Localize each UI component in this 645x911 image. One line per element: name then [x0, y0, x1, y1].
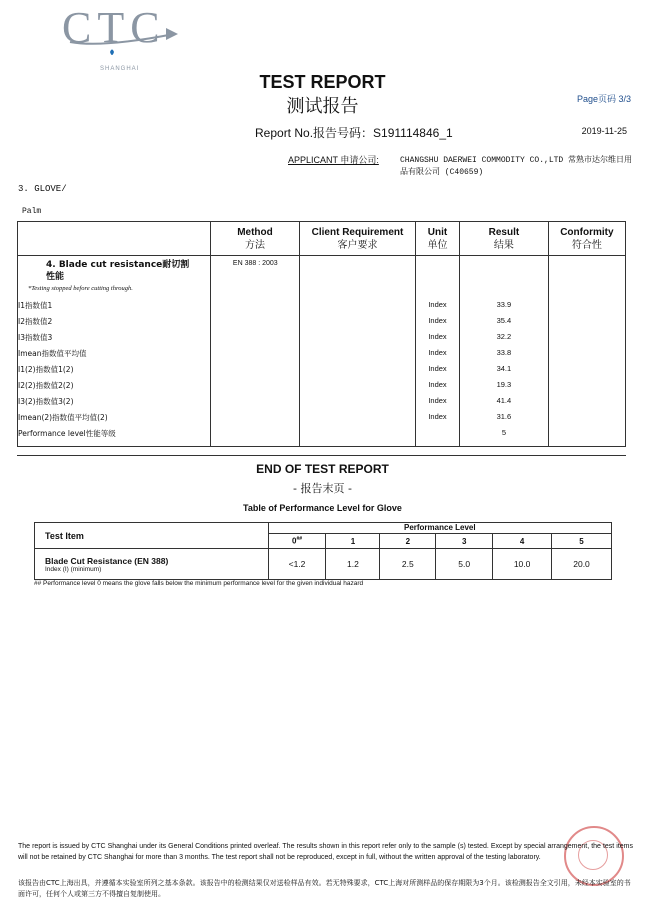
header-method: Method 方法 — [210, 222, 299, 256]
report-title-cn: 测试报告 — [286, 96, 359, 117]
result-value: 19.3 — [496, 380, 512, 389]
results-table — [17, 221, 626, 447]
disclaimer-cn: 该报告由CTC上海出具，并遵循本实验室所列之基本条款。该报告中的检测结果仅对送检样品有效。若无特殊要求，CTC上海对所测样品的保存期限为3个月。该检测报告全文引用，未经本实验室的书面许可，任何个人或第三方不得擅自复制使用。 — [18, 879, 631, 898]
performance-table — [34, 522, 612, 580]
conformity-cell — [548, 256, 625, 447]
result-value: 33.8 — [496, 348, 512, 357]
applicant-value: CHANGSHU DAERWEI COMMODITY CO.,LTD 常熟市达尔维日用品有限公司 (C40659) — [400, 156, 633, 177]
result-unit: Index — [428, 316, 447, 325]
perf-value: 2.5 — [380, 549, 436, 580]
result-item-label: I2指数值2 — [18, 317, 53, 326]
method-cell — [210, 256, 299, 447]
perf-value: 1.2 — [326, 549, 380, 580]
result-unit: Index — [428, 348, 447, 357]
result-unit: Index — [428, 412, 447, 421]
perf-level-5: 5 — [552, 534, 612, 549]
result-value: 34.1 — [496, 364, 512, 373]
result-item-label: Performance level性能等级 — [18, 429, 116, 438]
test-name: 4. Blade cut resistance耐切割性能 — [46, 260, 190, 282]
header-client-requirement: Client Requirement 客户要求 — [300, 222, 416, 256]
subsection-heading: Palm — [22, 207, 42, 216]
result-item-label: I2(2)指数值2(2) — [18, 381, 74, 390]
page-number: Page页码 3/3 — [576, 94, 631, 104]
report-title: TEST REPORT — [259, 72, 386, 92]
results-header-row — [18, 222, 626, 256]
perf-value-row — [35, 549, 612, 580]
client-requirement-cell — [300, 256, 416, 447]
result-value: 32.2 — [496, 332, 512, 341]
report-number: Report No.报告号码：S191114846_1 — [255, 126, 453, 140]
perf-row-sub: Index (I) (minimum) — [45, 565, 102, 573]
result-unit — [416, 425, 459, 441]
result-item-label: I3(2)指数值3(2) — [18, 397, 74, 406]
result-value: 33.9 — [496, 300, 512, 309]
unit-cell — [415, 256, 459, 447]
result-item-label: I1(2)指数值1(2) — [18, 365, 74, 374]
result-value: 35.4 — [496, 316, 512, 325]
level0-superscript: ## — [296, 536, 303, 543]
result-value: 41.4 — [496, 396, 512, 405]
result-item-label: I1指数值1 — [18, 301, 53, 310]
result-cell — [460, 256, 549, 447]
results-body-row — [18, 256, 626, 447]
perf-level-3: 3 — [436, 534, 493, 549]
result-item-label: Imean指数值平均值 — [18, 349, 87, 358]
perf-value: 5.0 — [436, 549, 493, 580]
header-unit: Unit 单位 — [415, 222, 459, 256]
unit-list — [416, 256, 459, 441]
perf-value: <1.2 — [268, 549, 326, 580]
disclaimer-en: The report is issued by CTC Shanghai under its General Conditions printed overleaf. The results shown in this report refer only to the sample (s) tested. Except by special arrangement, the test items will not be retained by CTC Shanghai for more than 3 months. The test report shall not be reproduced, except in full, without the written approval of the testing laboratory. — [18, 843, 633, 861]
results-item-cell — [18, 256, 211, 447]
result-list — [460, 256, 548, 441]
perf-level-1: 1 — [326, 534, 380, 549]
perf-row-label: Blade Cut Resistance (EN 388) — [45, 555, 169, 566]
section-heading: 3. GLOVE/ — [18, 184, 67, 194]
logo-brand: CTC — [62, 3, 166, 52]
perf-level-2: 2 — [380, 534, 436, 549]
perf-level-0: 0## — [268, 534, 326, 549]
result-unit: Index — [428, 364, 447, 373]
end-of-report-cn: - 报告末页 - — [293, 482, 352, 495]
result-unit: Index — [428, 300, 447, 309]
perf-header-row — [35, 523, 612, 534]
header-result: Result 结果 — [460, 222, 549, 256]
divider-line — [17, 455, 626, 456]
perf-row-label-cell — [35, 549, 269, 580]
header-conformity: Conformity 符合性 — [548, 222, 625, 256]
result-item-label: I3指数值3 — [18, 333, 53, 342]
footnote: ## Performance level 0 means the glove falls below the minimum performance level for the given individual hazard — [34, 580, 364, 587]
test-note: *Testing stopped before cutting through. — [28, 285, 133, 292]
performance-table-title: Table of Performance Level for Glove — [243, 503, 402, 513]
item-list — [18, 298, 210, 442]
perf-col-test-item: Test Item — [35, 523, 269, 549]
result-value: 31.6 — [496, 412, 512, 421]
perf-col-level: Performance Level — [268, 523, 611, 534]
perf-value: 20.0 — [552, 549, 612, 580]
perf-level-4: 4 — [493, 534, 552, 549]
result-unit: Index — [428, 380, 447, 389]
method-value: EN 388 : 2003 — [232, 260, 278, 267]
result-unit: Index — [428, 332, 447, 341]
logo-subtitle: SHANGHAI — [100, 66, 140, 72]
applicant-label: APPLICANT 申请公司: — [288, 155, 379, 165]
result-item-label: Imean(2)指数值平均值(2) — [18, 413, 108, 422]
header-item — [18, 222, 211, 256]
result-unit: Index — [428, 396, 447, 405]
end-of-report: END OF TEST REPORT — [256, 462, 389, 476]
result-value: 5 — [501, 428, 506, 437]
perf-value: 10.0 — [493, 549, 552, 580]
report-date: 2019-11-25 — [581, 126, 627, 136]
